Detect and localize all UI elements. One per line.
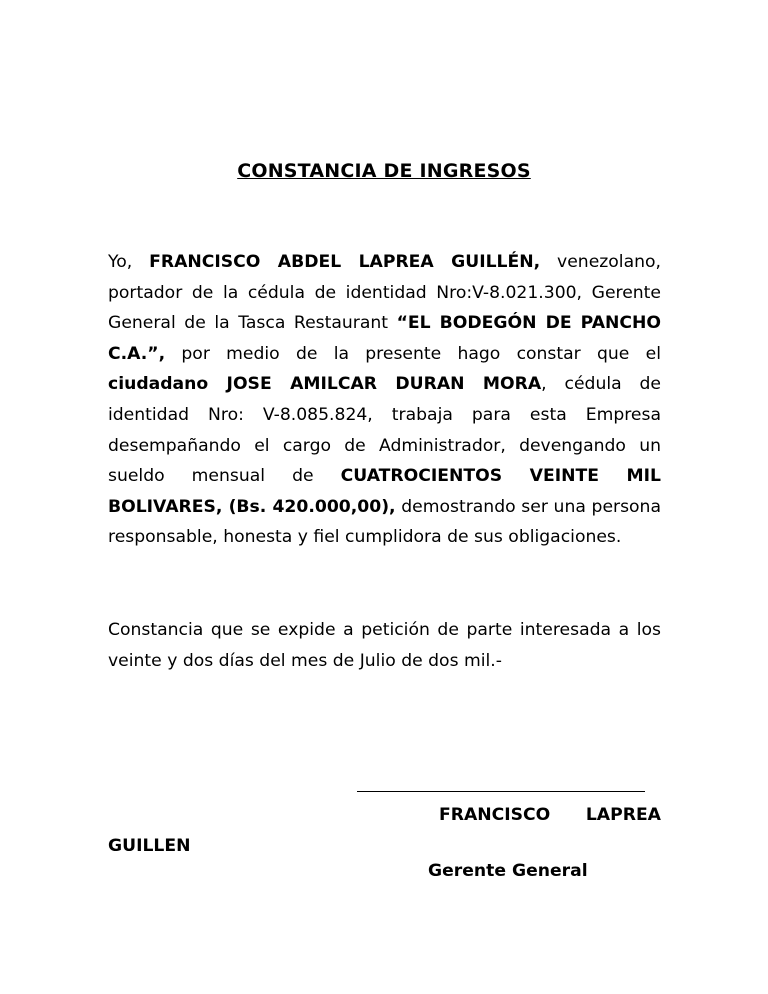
salary-amount: CUATROCIENTOS VEINTE MIL BOLIVARES, (Bs. 420.000,00),: [108, 466, 661, 517]
signature-line: [357, 791, 645, 792]
signature-first-name: FRANCISCO: [439, 805, 551, 825]
body-paragraph-2: Constancia que se expide a petición de parte interesada a los veinte y dos días del mes de Julio de dos mil.-: [108, 620, 661, 671]
paragraph-text: demostrando ser una persona responsable, honesta y fiel cumplidora de sus obligaciones.: [108, 496, 661, 548]
paragraph-text: por medio de la presente hago constar que el: [165, 343, 661, 364]
company-name: “EL BODEGÓN DE PANCHO C.A.”,: [108, 313, 661, 364]
paragraph-text: venezolano, portador de la cédula de identidad Nro:V-8.021.300, Gerente General de la Tasca Restaurant: [108, 252, 661, 334]
signature-name-row: [108, 800, 661, 831]
signature-role: Gerente General: [428, 861, 588, 881]
paragraph-text: Yo,: [108, 252, 150, 272]
body-paragraph-1: [108, 247, 661, 553]
document-title: CONSTANCIA DE INGRESOS: [237, 160, 531, 182]
signature-middle-name: LAPREA: [585, 805, 661, 825]
paragraph-text: , cédula de identidad Nro: V-8.085.824, trabaja para esta Empresa desempañando el cargo de Administrador, devengando un sueldo mensual de: [108, 374, 661, 487]
citizen-name: ciudadano JOSE AMILCAR DURAN MORA: [108, 374, 542, 395]
signature-last-name: GUILLEN: [108, 836, 191, 856]
signature-name: [108, 800, 661, 862]
declarant-name: FRANCISCO ABDEL LAPREA GUILLÉN,: [149, 252, 541, 272]
